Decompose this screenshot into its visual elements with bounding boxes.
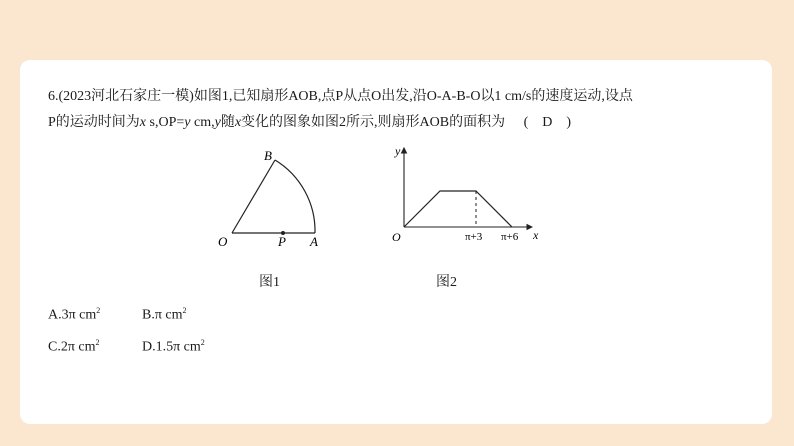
label-P: P — [278, 234, 286, 249]
answer-bracket: ( D ) — [523, 115, 572, 130]
figure-1-sector — [212, 142, 362, 252]
tick-label-1: π+3 — [465, 231, 483, 243]
axis-label-y: y — [395, 144, 401, 158]
arc-AB — [275, 160, 315, 233]
graph-line — [404, 191, 512, 227]
segment-OB — [232, 160, 275, 233]
choice-B: B.π $cm^2$ — [142, 306, 187, 323]
figure-2-caption: 图2 — [436, 275, 457, 290]
question-card — [20, 60, 772, 424]
question-line-2: P的运动时间为x s,OP=y cm,y随x变化的图象如图2所示,则扇形AOB的面积为 ( D ) — [48, 115, 572, 130]
figure-2-graph — [382, 142, 552, 252]
label-A: A — [310, 234, 318, 249]
tick-label-2: π+6 — [501, 231, 519, 243]
figure-1-caption: 图1 — [259, 275, 280, 290]
choice-C: C.2π $cm^2$ — [48, 338, 100, 355]
answer-letter: D — [542, 115, 553, 130]
label-O: O — [218, 234, 228, 249]
label-B: B — [264, 148, 272, 163]
question-line-1: 6.(2023河北石家庄一模)如图1,已知扇形AOB,点P从点O出发,沿O-A-B-O以1 cm/s的速度运动,设点 — [48, 89, 633, 104]
origin-label: O — [392, 230, 401, 244]
question-text — [48, 84, 758, 136]
choice-A: A.3π $cm^2$ — [48, 306, 101, 323]
choice-D: D.1.5π $cm^2$ — [142, 338, 205, 355]
axis-label-x: x — [533, 228, 539, 242]
